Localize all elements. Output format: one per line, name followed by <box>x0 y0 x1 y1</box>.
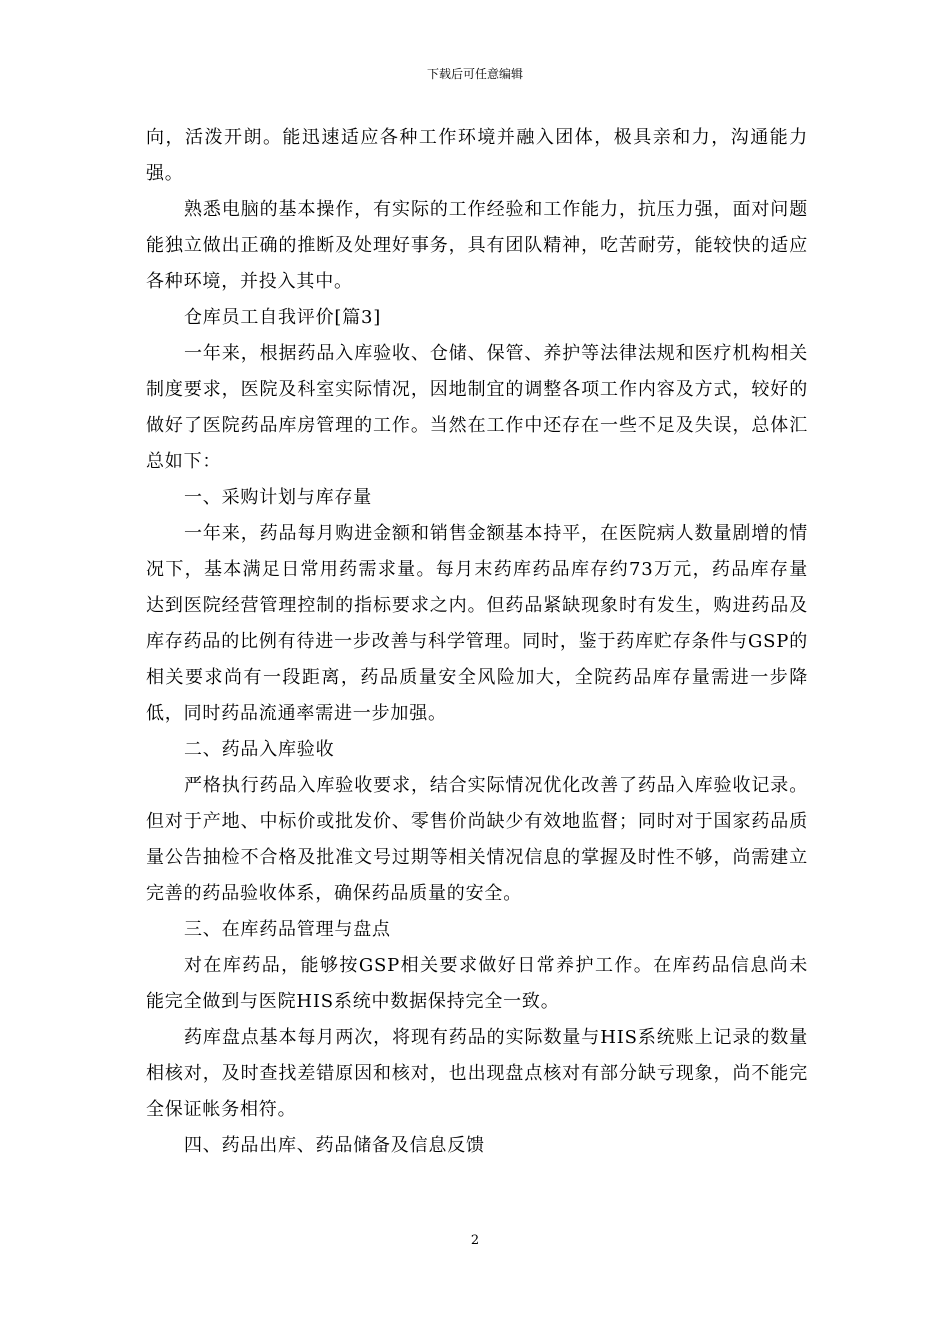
paragraph: 对在库药品，能够按GSP相关要求做好日常养护工作。在库药品信息尚未能完全做到与医院HIS系统中数据保持完全一致。 <box>146 955 808 1012</box>
paragraph: 一年来，根据药品入库验收、仓储、保管、养护等法律法规和医疗机构相关制度要求，医院及科室实际情况，因地制宜的调整各项工作内容及方式，较好的做好了医院药品库房管理的工作。当然在工作中还存在一些不足及失误，总体汇总如下： <box>146 343 808 472</box>
section-heading: 一、采购计划与库存量 <box>184 487 372 508</box>
section-heading: 三、在库药品管理与盘点 <box>184 919 391 940</box>
page-header: 下载后可任意编辑 <box>426 67 523 81</box>
paragraph: 严格执行药品入库验收要求，结合实际情况优化改善了药品入库验收记录。但对于产地、中标价或批发价、零售价尚缺少有效地监督；同时对于国家药品质量公告抽检不合格及批准文号过期等相关情况信息的掌握及时性不够，尚需建立完善的药品验收体系，确保药品质量的安全。 <box>146 775 808 904</box>
paragraph: 向，活泼开朗。能迅速适应各种工作环境并融入团体，极具亲和力，沟通能力强。 <box>146 127 808 184</box>
paragraph: 熟悉电脑的基本操作，有实际的工作经验和工作能力，抗压力强，面对问题能独立做出正确的推断及处理好事务，具有团队精神，吃苦耐劳，能较快的适应各种环境，并投入其中。 <box>146 199 808 292</box>
section-heading: 仓库员工自我评价[篇3] <box>184 307 382 328</box>
document-body <box>146 120 808 1164</box>
paragraph: 一年来，药品每月购进金额和销售金额基本持平，在医院病人数量剧增的情况下，基本满足日常用药需求量。每月末药库药品库存约73万元，药品库存量达到医院经营管理控制的指标要求之内。但药品紧缺现象时有发生，购进药品及库存药品的比例有待进一步改善与科学管理。同时，鉴于药库贮存条件与GSP的相关要求尚有一段距离，药品质量安全风险加大，全院药品库存量需进一步降低，同时药品流通率需进一步加强。 <box>146 523 808 724</box>
paragraph: 药库盘点基本每月两次，将现有药品的实际数量与HIS系统账上记录的数量相核对，及时查找差错原因和核对，也出现盘点核对有部分缺亏现象，尚不能完全保证帐务相符。 <box>146 1027 808 1120</box>
section-heading: 四、药品出库、药品储备及信息反馈 <box>184 1135 485 1156</box>
page-number: 2 <box>470 1233 480 1248</box>
section-heading: 二、药品入库验收 <box>184 739 335 760</box>
